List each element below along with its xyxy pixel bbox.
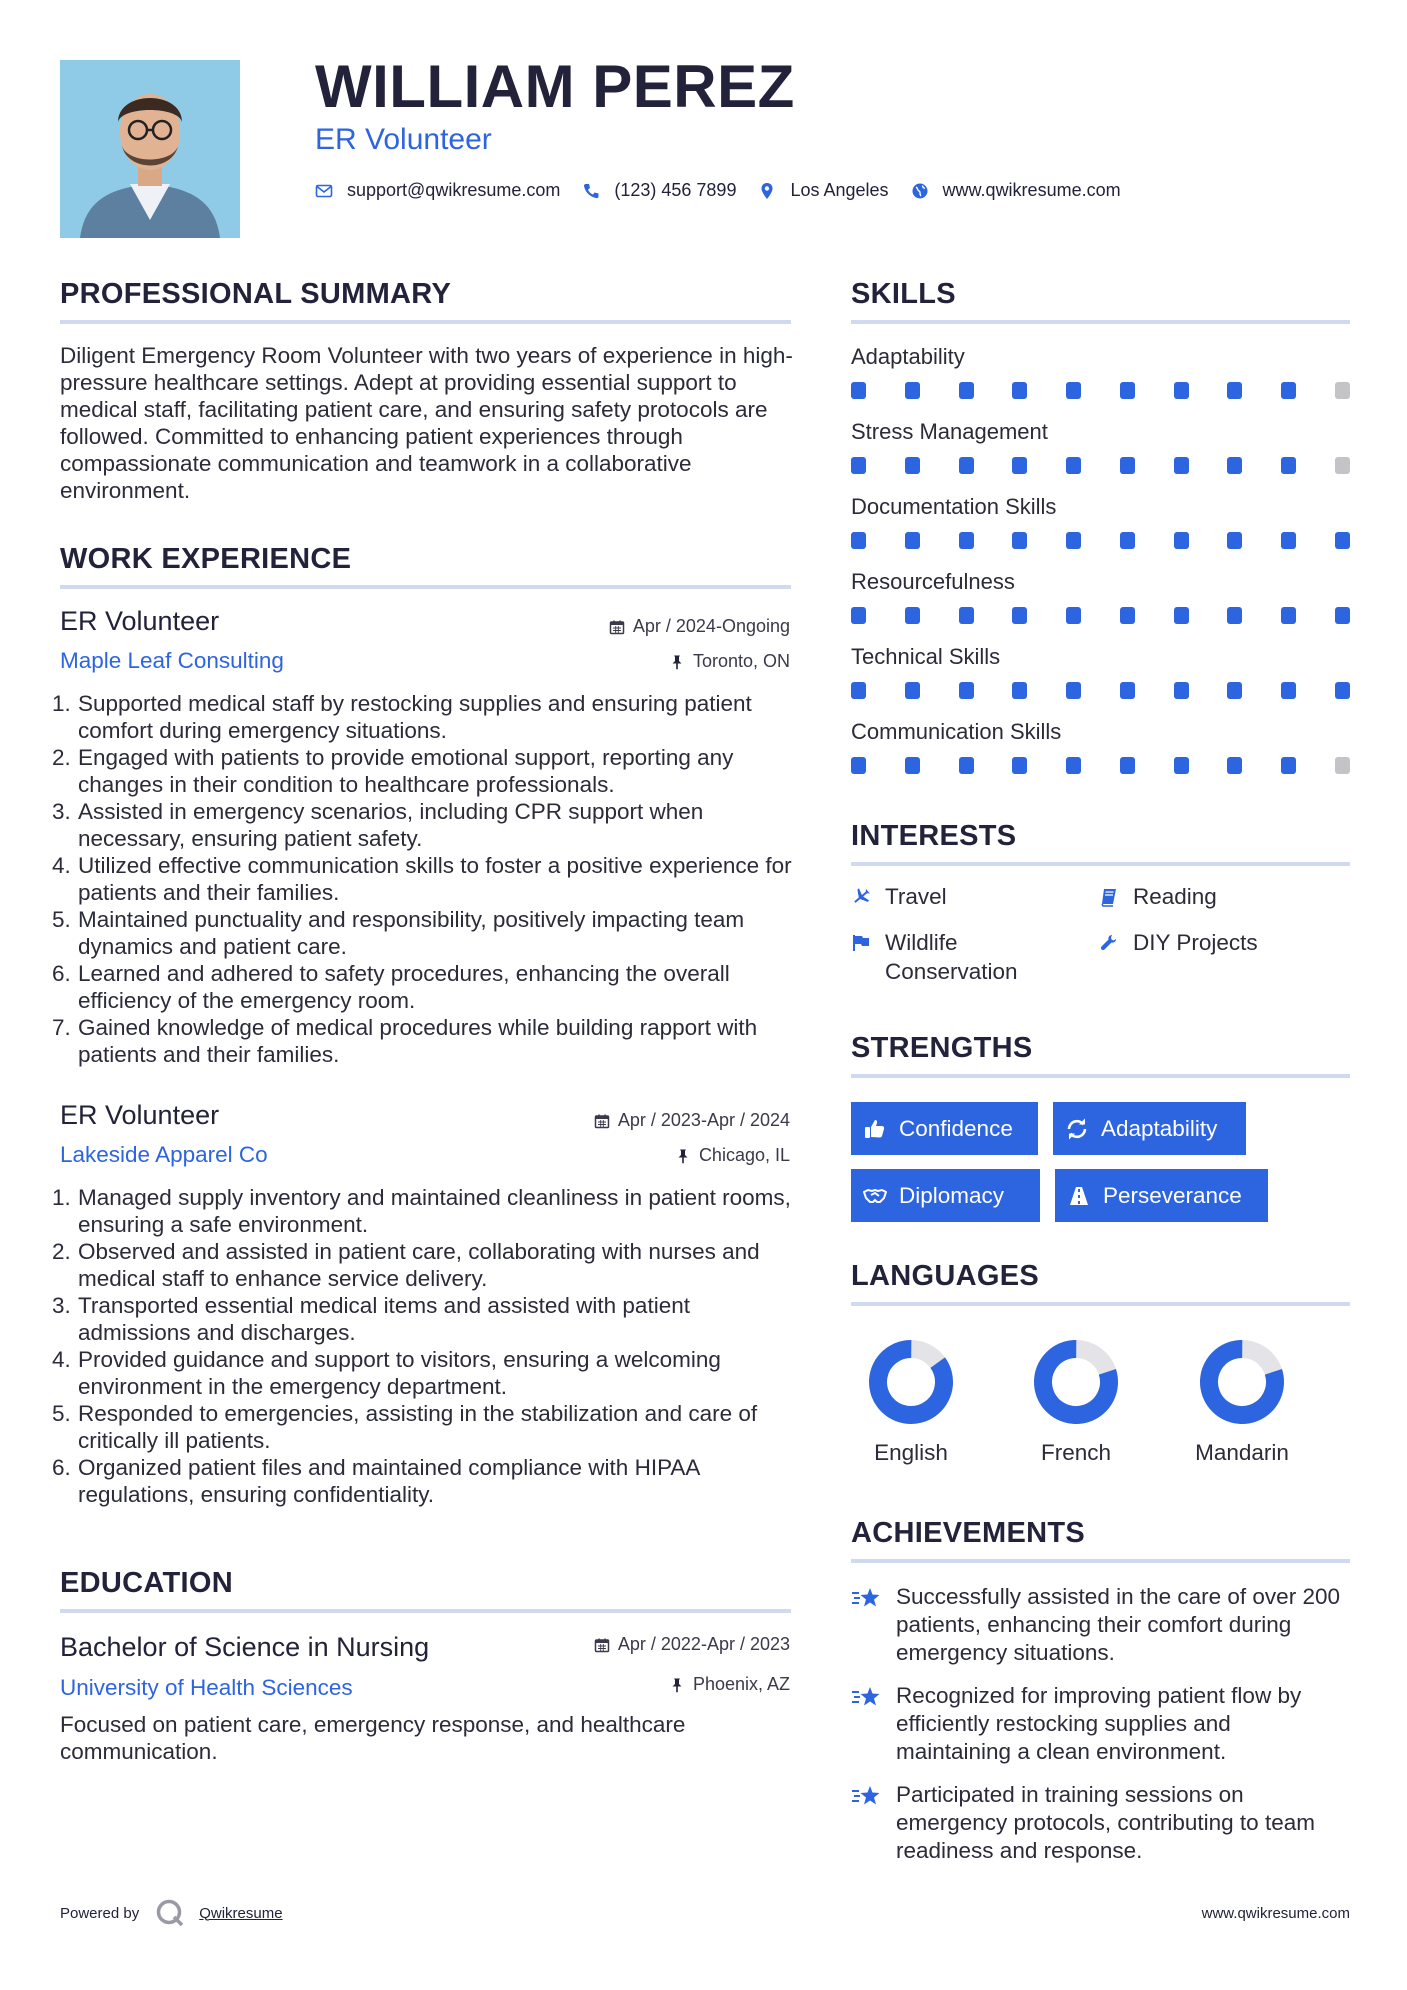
skill-dot [1227, 607, 1242, 624]
skills-heading: SKILLS [851, 278, 956, 310]
job-1-company: Maple Leaf Consulting [60, 648, 284, 673]
skill-dot [959, 532, 974, 549]
education-divider [60, 1609, 791, 1613]
shooting-star-icon [851, 1682, 896, 1766]
job-1-location [669, 651, 790, 672]
skill-dot [1120, 682, 1135, 699]
skill-rating [851, 757, 1350, 775]
contact-email[interactable] [315, 180, 560, 201]
skill-dot [1012, 457, 1027, 474]
skill-rating [851, 682, 1350, 700]
skill-dot [1120, 532, 1135, 549]
interest-travel: Travel [851, 882, 1081, 914]
skill-dot [905, 457, 920, 474]
skill-dot [959, 607, 974, 624]
skill-label: Communication Skills [851, 719, 1062, 744]
interest-wildlife: Wildlife Conservation [851, 928, 1081, 986]
phone-icon [582, 182, 600, 200]
skill-dot [1281, 532, 1296, 549]
job-1-title: ER Volunteer [60, 606, 220, 636]
summary-heading: PROFESSIONAL SUMMARY [60, 278, 452, 310]
candidate-name: WILLIAM PEREZ [315, 53, 795, 120]
skill-dot [1012, 757, 1027, 774]
language-name: French [1040, 1440, 1112, 1465]
interests-heading: INTERESTS [851, 820, 1017, 852]
skill-dot [851, 682, 866, 699]
list-item: 2. Engaged with patients to provide emotional support, reporting any changes in their condition to healthcare professionals. [52, 745, 734, 797]
skill-label: Adaptability [851, 344, 965, 369]
skill-dot [1120, 457, 1135, 474]
skill-dot [1174, 607, 1189, 624]
skill-dot [1335, 457, 1350, 474]
skill-dot [905, 757, 920, 774]
skill-dot [1066, 382, 1081, 399]
calendar-icon [609, 619, 625, 635]
calendar-icon [594, 1637, 610, 1653]
skill-dot [1066, 757, 1081, 774]
skill-dot [1281, 607, 1296, 624]
skill-dot [1227, 382, 1242, 399]
shooting-star-icon [851, 1583, 896, 1667]
powered-by-text: Powered by [60, 1904, 140, 1922]
skill-dot [1174, 382, 1189, 399]
strength-badge: Perseverance [1055, 1169, 1268, 1222]
skill-dot [1281, 682, 1296, 699]
skill-dot [905, 607, 920, 624]
education-description: Focused on patient care, emergency response, and healthcare communication. [60, 1712, 686, 1764]
list-item: 1. Managed supply inventory and maintained cleanliness in patient rooms, ensuring a safe environment. [52, 1185, 791, 1237]
skill-dot [851, 532, 866, 549]
skill-dot [1066, 457, 1081, 474]
wrench-icon [1099, 928, 1133, 960]
skill-dot [959, 757, 974, 774]
experience-heading: WORK EXPERIENCE [60, 543, 352, 575]
skill-dot [905, 382, 920, 399]
skill-dot [959, 682, 974, 699]
skill-dot [851, 382, 866, 399]
achievement-item: Successfully assisted in the care of over 200 patients, enhancing their comfort during emergency situations. [851, 1583, 1351, 1667]
languages-divider [851, 1302, 1350, 1306]
skill-dot [851, 607, 866, 624]
candidate-role: ER Volunteer [315, 123, 492, 156]
skill-label: Technical Skills [851, 644, 1001, 669]
envelope-icon [315, 182, 333, 200]
job-2-dates [594, 1110, 790, 1131]
skill-dot [1335, 757, 1350, 774]
skill-dot [851, 757, 866, 774]
skill-dot [905, 532, 920, 549]
language-french [1021, 1338, 1131, 1466]
achievements-divider [851, 1559, 1350, 1563]
skills-divider [851, 320, 1350, 324]
education-heading: EDUCATION [60, 1567, 233, 1599]
skill-dot [905, 682, 920, 699]
skill-dot [1120, 757, 1135, 774]
list-item: 1. Supported medical staff by restocking supplies and ensuring patient comfort during emergency situations. [52, 691, 752, 743]
list-item: 5. Maintained punctuality and responsibility, positively impacting team dynamics and patient care. [52, 907, 745, 959]
contact-bar [315, 180, 1143, 201]
pushpin-icon [675, 1148, 691, 1164]
skill-dot [1012, 532, 1027, 549]
skill-dot [1281, 382, 1296, 399]
skill-dot [1335, 607, 1350, 624]
skill-dot [1281, 457, 1296, 474]
list-item: 6. Organized patient files and maintained compliance with HIPAA regulations, ensuring confidentiality. [52, 1455, 700, 1507]
contact-website-text: www.qwikresume.com [942, 180, 1121, 200]
contact-location [758, 180, 888, 201]
list-item: 5. Responded to emergencies, assisting in the stabilization and care of critically ill patients. [52, 1401, 758, 1453]
strengths-heading: STRENGTHS [851, 1032, 1033, 1064]
job-2-location-text: Chicago, IL [698, 1145, 790, 1165]
language-mandarin [1187, 1338, 1297, 1466]
education-degree: Bachelor of Science in Nursing [60, 1632, 430, 1662]
skill-rating [851, 382, 1350, 400]
list-item: 7. Gained knowledge of medical procedures while building rapport with patients and their families. [52, 1015, 758, 1067]
achievement-item: Participated in training sessions on emergency protocols, contributing to team readiness and response. [851, 1781, 1351, 1865]
skill-dot [1281, 757, 1296, 774]
job-1-bullets [52, 690, 797, 1068]
shooting-star-icon [851, 1781, 896, 1865]
contact-email-text: support@qwikresume.com [347, 180, 561, 200]
strength-badge: Diplomacy [851, 1169, 1040, 1222]
list-item: 3. Transported essential medical items and assisted with patient admissions and discharges. [52, 1293, 690, 1345]
skill-dot [1066, 682, 1081, 699]
handshake-icon [863, 1184, 887, 1208]
qwikresume-logo-icon [155, 1898, 185, 1928]
interest-reading: Reading [1099, 882, 1349, 914]
language-donut [1198, 1338, 1286, 1426]
job-2-company: Lakeside Apparel Co [60, 1142, 268, 1167]
skill-dot [1174, 532, 1189, 549]
skill-dot [1012, 607, 1027, 624]
achievements-heading: ACHIEVEMENTS [851, 1517, 1086, 1549]
skill-rating [851, 532, 1350, 550]
job-2-bullets [52, 1184, 797, 1508]
interests-divider [851, 862, 1350, 866]
skill-dot [1012, 682, 1027, 699]
job-2-title: ER Volunteer [60, 1100, 220, 1130]
language-name: English [874, 1440, 948, 1465]
language-donut [1032, 1338, 1120, 1426]
strength-badge: Adaptability [1053, 1102, 1246, 1155]
footer-website[interactable]: www.qwikresume.com [1201, 1905, 1350, 1922]
plane-icon [851, 882, 885, 914]
skill-dot [1012, 382, 1027, 399]
language-donut-fill [867, 1338, 955, 1426]
road-icon [1067, 1184, 1091, 1208]
skill-dot [851, 457, 866, 474]
thumbs-up-icon [863, 1117, 887, 1141]
job-2-dates-text: Apr / 2023-Apr / 2024 [617, 1110, 790, 1130]
contact-location-text: Los Angeles [790, 180, 889, 200]
summary-text: Diligent Emergency Room Volunteer with two years of experience in high-pressure healthcare settings. Adept at providing essential support to medical staff, facilitating patient care, and ensuring safety protocols are followed. Committed to enhancing patient experiences through compassionate communication and teamwork in a collaborative environment. [60, 343, 793, 503]
job-2-location [675, 1145, 790, 1166]
education-school: University of Health Sciences [60, 1675, 353, 1700]
language-donut [867, 1338, 955, 1426]
pushpin-icon [669, 654, 685, 670]
globe-icon [911, 182, 929, 200]
education-dates [594, 1634, 790, 1655]
list-item: 6. Learned and adhered to safety procedures, enhancing the overall efficiency of the emergency room. [52, 961, 730, 1013]
skill-dot [1120, 382, 1135, 399]
summary-divider [60, 320, 791, 324]
skill-label: Documentation Skills [851, 494, 1057, 519]
profile-photo-illustration [60, 60, 240, 238]
skill-dot [959, 382, 974, 399]
experience-divider [60, 585, 791, 589]
list-item: 4. Utilized effective communication skills to foster a positive experience for patients and their families. [52, 853, 792, 905]
skill-dot [1227, 757, 1242, 774]
skill-dot [1335, 682, 1350, 699]
skill-dot [1174, 682, 1189, 699]
skill-dot [1066, 607, 1081, 624]
languages-heading: LANGUAGES [851, 1260, 1039, 1292]
skill-rating [851, 457, 1350, 475]
job-1-dates-text: Apr / 2024-Ongoing [632, 616, 790, 636]
skill-rating [851, 607, 1350, 625]
achievement-item: Recognized for improving patient flow by efficiently restocking supplies and maintaining a clean environment. [851, 1682, 1351, 1766]
refresh-icon [1065, 1117, 1089, 1141]
education-location [669, 1674, 790, 1695]
qwikresume-link[interactable]: Qwikresume [199, 1904, 283, 1922]
pushpin-icon [669, 1677, 685, 1693]
skill-dot [1227, 457, 1242, 474]
language-english [856, 1338, 966, 1466]
strengths-divider [851, 1074, 1350, 1078]
skill-dot [1227, 532, 1242, 549]
language-name: Mandarin [1195, 1440, 1289, 1465]
profile-photo [60, 60, 240, 238]
contact-phone-text: (123) 456 7899 [614, 180, 737, 200]
skill-dot [1227, 682, 1242, 699]
calendar-icon [594, 1113, 610, 1129]
skill-label: Resourcefulness [851, 569, 1015, 594]
education-location-text: Phoenix, AZ [692, 1674, 790, 1694]
list-item: 2. Observed and assisted in patient care, collaborating with nurses and medical staff to enhance service delivery. [52, 1239, 760, 1291]
contact-website[interactable] [911, 180, 1121, 201]
skill-dot [1174, 757, 1189, 774]
strength-badge: Confidence [851, 1102, 1038, 1155]
job-1-dates [609, 616, 790, 637]
skill-dot [1335, 532, 1350, 549]
map-pin-icon [758, 182, 776, 200]
skill-dot [1120, 607, 1135, 624]
footer-powered-by [60, 1898, 283, 1928]
skill-label: Stress Management [851, 419, 1048, 444]
skill-dot [1174, 457, 1189, 474]
contact-phone[interactable] [582, 180, 736, 201]
education-dates-text: Apr / 2022-Apr / 2023 [617, 1634, 790, 1654]
list-item: 4. Provided guidance and support to visitors, ensuring a welcoming environment in the emergency department. [52, 1347, 721, 1399]
list-item: 3. Assisted in emergency scenarios, including CPR support when necessary, ensuring patient safety. [52, 799, 704, 851]
interest-diy: DIY Projects [1099, 928, 1349, 960]
job-1-location-text: Toronto, ON [692, 651, 790, 671]
skill-dot [959, 457, 974, 474]
book-icon [1099, 882, 1133, 914]
flag-icon [851, 928, 885, 986]
skill-dot [1335, 382, 1350, 399]
skill-dot [1066, 532, 1081, 549]
